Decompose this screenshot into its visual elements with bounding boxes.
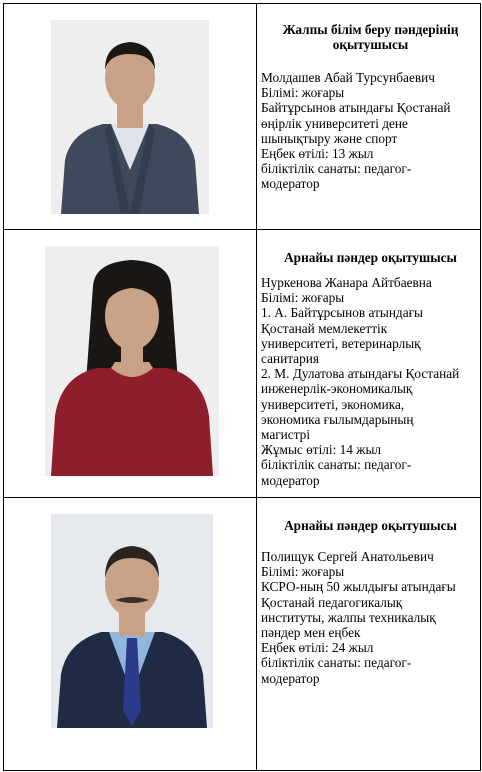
info-cell [257,498,480,770]
position-title-line: оқытушысы [332,37,409,52]
detail-line: Білімі: жоғары [261,564,345,580]
portrait-man-icon [51,20,209,214]
teacher-details [261,549,480,686]
position-title-line: Арнайы пәндер оқытушысы [284,518,457,533]
detail-line: модератор [261,472,320,488]
detail-line: Білімі: жоғары [261,85,345,101]
portrait-woman-icon [45,246,219,476]
detail-line: біліктілік санаты: педагог- [261,161,412,177]
info-cell [257,4,480,229]
detail-line: шынықтыру және спорт [261,130,398,146]
table-row [4,4,480,230]
photo-cell [4,498,257,770]
teacher-name: Молдашев Абай Турсунбаевич [261,70,435,85]
detail-line: 1. А. Байтұрсынов атындағы [261,305,423,321]
table-row [4,498,480,770]
detail-line: өңірлік университеті дене [261,115,408,131]
detail-line: біліктілік санаты: педагог- [261,457,412,473]
detail-line: 2. М. Дулатова атындағы Қостанай [261,366,460,382]
detail-line: инженерлік-экономикалық [261,381,413,397]
position-title-line: Жалпы білім беру пәндерінің [282,22,459,37]
detail-line: Қостанай педагогикалық [261,594,403,610]
position-title [261,250,480,265]
detail-line: экономика ғылымдарының [261,411,414,427]
teacher-name: Полищук Сергей Анатольевич [261,549,434,564]
teacher-photo [45,246,219,476]
detail-line: модератор [261,176,320,192]
detail-line: Білімі: жоғары [261,290,345,306]
detail-line: магистрі [261,427,311,443]
position-title [261,518,480,533]
photo-cell [4,4,257,229]
detail-line: КСРО-ның 50 жылдығы атындағы [261,579,456,595]
detail-line: Қостанай мемлекеттік [261,320,388,336]
photo-cell [4,230,257,497]
portrait-man-icon [51,514,213,728]
teacher-photo [51,20,209,214]
detail-line: пәндер мен еңбек [261,625,361,641]
detail-line: университеті, экономика, [261,396,405,412]
teacher-details [261,275,480,488]
table-row [4,230,480,498]
detail-line: модератор [261,670,320,686]
teacher-photo [51,514,213,728]
detail-line: университеті, ветеринарлық [261,335,421,351]
position-title-line: Арнайы пәндер оқытушысы [284,250,457,265]
teacher-details [261,70,480,192]
teacher-name: Нуркенова Жанара Айтбаевна [261,275,432,290]
detail-line: санитария [261,351,319,367]
detail-line: Байтұрсынов атындағы Қостанай [261,100,451,116]
detail-line: Еңбек өтілі: 24 жыл [261,640,374,656]
detail-line: біліктілік санаты: педагог- [261,655,412,671]
info-cell [257,230,480,497]
position-title [261,22,480,52]
detail-line: институты, жалпы техникалық [261,609,436,625]
staff-table [3,3,481,771]
detail-line: Еңбек өтілі: 13 жыл [261,146,374,162]
detail-line: Жұмыс өтілі: 14 жыл [261,442,382,458]
